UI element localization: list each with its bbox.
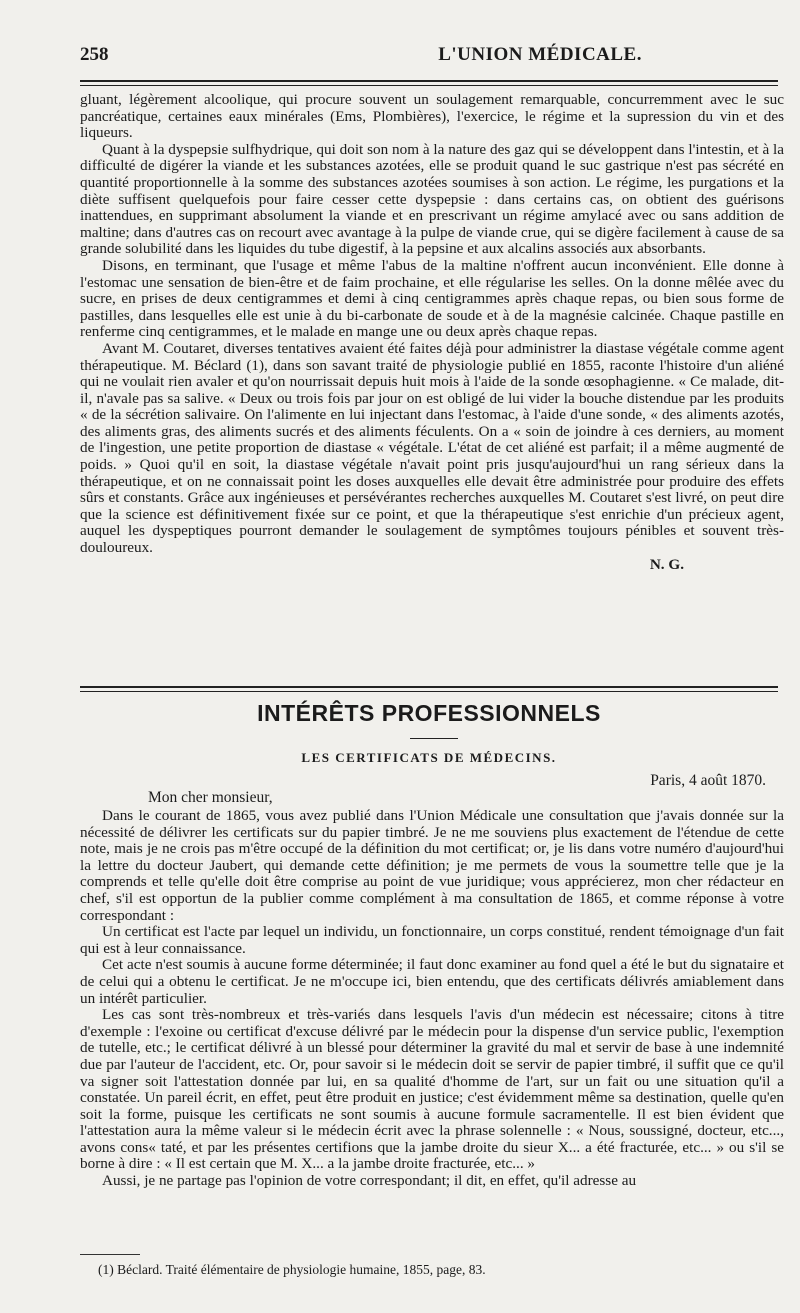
footnote: (1) Béclard. Traité élémentaire de physiologie humaine, 1855, page, 83.: [98, 1262, 486, 1277]
article-paragraph-3: Disons, en terminant, que l'usage et même l'abus de la maltine n'offrent aucun inconvénient. Elle donne à l'estomac une sensation de bien-être et de faim prochaine, et elle régularise les selles. On la donne mêlée avec du sucre, en prises de deux centigrammes et demi à cinq centigrammes après chaque repas, ou bien sous forme de pastilles, dans lesquelles elle est unie à du bi-carbonate de soude et à de la magnésie calcinée. Chaque pastille en renferme cinq centigrammes, et le malade en mange une ou deux après chaque repas.: [80, 256, 784, 341]
section-title: INTÉRÊTS PROFESSIONNELS: [257, 700, 601, 726]
page-number: 258: [80, 44, 109, 65]
article-signature: N. G.: [649, 555, 684, 573]
letter-dateline: Paris, 4 août 1870.: [650, 772, 766, 789]
article-paragraph-2: Quant à la dyspepsie sulfhydrique, qui doit son nom à la nature des gaz qui se développent dans l'intestin, et à la difficulté de digérer la viande et les substances azotées, elle se produit quand le suc gastrique n'est pas sécrété en quantité proportionnelle à la somme des substances azotées soumises à son action. Le régime, les purgations et la diète suffisent quelquefois pour faire cesser cette dyspepsie : dans certains cas, on obtient des guérisons inattendues, en supprimant absolument la viande et en prescrivant un régime amylacé avec ou sans addition de maltine; dans d'autres cas on recourt avec avantage à la pulpe de viande crue, qui se digère facilement à cause de sa grande solubilité dans les liquides du tube digestif, à la pepsine et aux alcalins associés aux absorbants.: [80, 140, 784, 258]
letter-paragraph-3: Cet acte n'est soumis à aucune forme déterminée; il faut donc examiner au fond quel a été le but du signataire et de celui qui a obtenu le certificat. Je ne m'occupe ici, bien entendu, que des certificats délivrés amiablement dans un intérêt particulier.: [80, 956, 784, 1007]
letter-paragraph-4: Les cas sont très-nombreux et très-variés dans lesquels l'avis d'un médecin est nécessaire; citons à titre d'exemple : l'exoine ou certificat d'excuse délivré par le médecin pour la dispense d'un service public, l'exemption de tutelle, etc.; le certificat délivré à un blessé pour déterminer la gravité du mal et servir de base à une indemnité due par l'auteur de l'accident, etc. Or, pour savoir si le médecin doit se servir de papier timbré, il suffit que ce qu'il va signer soit l'attestation donnée par lui, en sa qualité d'homme de l'art, sur un fait ou une situation qu'il a constatée. Un pareil écrit, en effet, peut être produit en justice; c'est évidemment même sa destination, quelle qu'en soit la forme, puisque les certificats ne sont soumis à aucune formule sacramentelle. Il est bien évident que l'attestation aura la même valeur si le médecin écrit avec la phrase solennelle : « Nous, soussigné, docteur, etc..., avons cons« taté, et par les présentes certifions que la jambe droite du sieur X... a été fracturée, etc... » ou s'il se borne à dire : « Il est certain que M. X... a la jambe droite fracturée, etc... »: [80, 1006, 784, 1173]
letter-body: [80, 808, 784, 1190]
header-rule: [80, 80, 778, 86]
running-head: L'UNION MÉDICALE.: [438, 44, 642, 65]
letter-paragraph-5: Aussi, je ne partage pas l'opinion de votre correspondant; il dit, en effet, qu'il adresse au: [102, 1172, 637, 1190]
section-rule: [80, 686, 778, 692]
letter-paragraph-1: Dans le courant de 1865, vous avez publié dans l'Union Médicale une consultation que j'avais donnée sur la nécessité de délivrer les certificats sur du papier timbré. Je ne me souviens plus exactement de l'étendue de cette note, mais je ne crois pas m'être occupé de la définition du mot certificat; or, je lis dans votre numéro d'aujourd'hui la lettre du docteur Jaubert, qui demande cette définition; je me permets de vous la soumettre telle que je la comprends et telle qu'elle doit être comprise au point de vue juridique; vous apprécierez, mon cher rédacteur en chef, s'il est opportun de la publier comme complément à ma consultation de 1865, et comme réponse à votre correspondant :: [80, 807, 784, 924]
letter-salutation: Mon cher monsieur,: [148, 789, 273, 806]
page-header: [80, 44, 772, 66]
subtitle-rule: [410, 738, 458, 739]
letter-paragraph-2: Un certificat est l'acte par lequel un individu, un fonctionnaire, un corps constitué, rendent témoignage d'un fait qui est à leur connaissance.: [80, 923, 784, 957]
article-top: [80, 92, 784, 573]
article-paragraph-4: Avant M. Coutaret, diverses tentatives avaient été faites déjà pour administrer la diastase végétale comme agent thérapeutique. M. Béclard (1), dans son savant traité de physiologie publié en 1855, raconte l'histoire d'un aliéné qui ne voulait rien avaler et qu'on nourrissait depuis huit mois à l'aide de la sonde œsophagienne. « Ce malade, dit-il, n'avale pas sa salive. « Deux ou trois fois par jour on est obligé de lui vider la bouche distendue par les produits « de la sécrétion salivaire. On l'alimente en lui injectant dans l'estomac, à l'aide d'une sonde, « des aliments azotés, des aliments gras, des aliments sucrés et des aliments féculents. On a « soin de joindre à ces derniers, au moment de l'ingestion, une petite proportion de diastase « végétale. L'état de cet aliéné est parfait; il a même augmenté de poids. » Quoi qu'il en soit, la diastase végétale n'avait point pris jusqu'aujourd'hui un rang sérieux dans la thérapeutique, et on ne connaissait point les doses auxquelles elle devait être administrée pour produire des effets sûrs et constants. Grâce aux ingénieuses et persévérantes recherches auxquelles M. Coutaret s'est livré, on peut dire que la science est définitivement fixée sur ce point, et que la thérapeutique s'est enrichie d'un précieux agent, auquel les dyspeptiques pourront demander le soulagement de symptômes toujours pénibles et souvent très-douloureux.: [80, 339, 784, 557]
section-subtitle: LES CERTIFICATS DE MÉDECINS.: [301, 750, 557, 765]
footnote-rule: [80, 1254, 140, 1255]
article-paragraph-1: gluant, légèrement alcoolique, qui procure souvent un soulagement remarquable, concurremment avec le suc pancréatique, certaines eaux minérales (Ems, Plombières), l'exercice, le régime et la supression du vin et des liqueurs.: [80, 91, 784, 142]
